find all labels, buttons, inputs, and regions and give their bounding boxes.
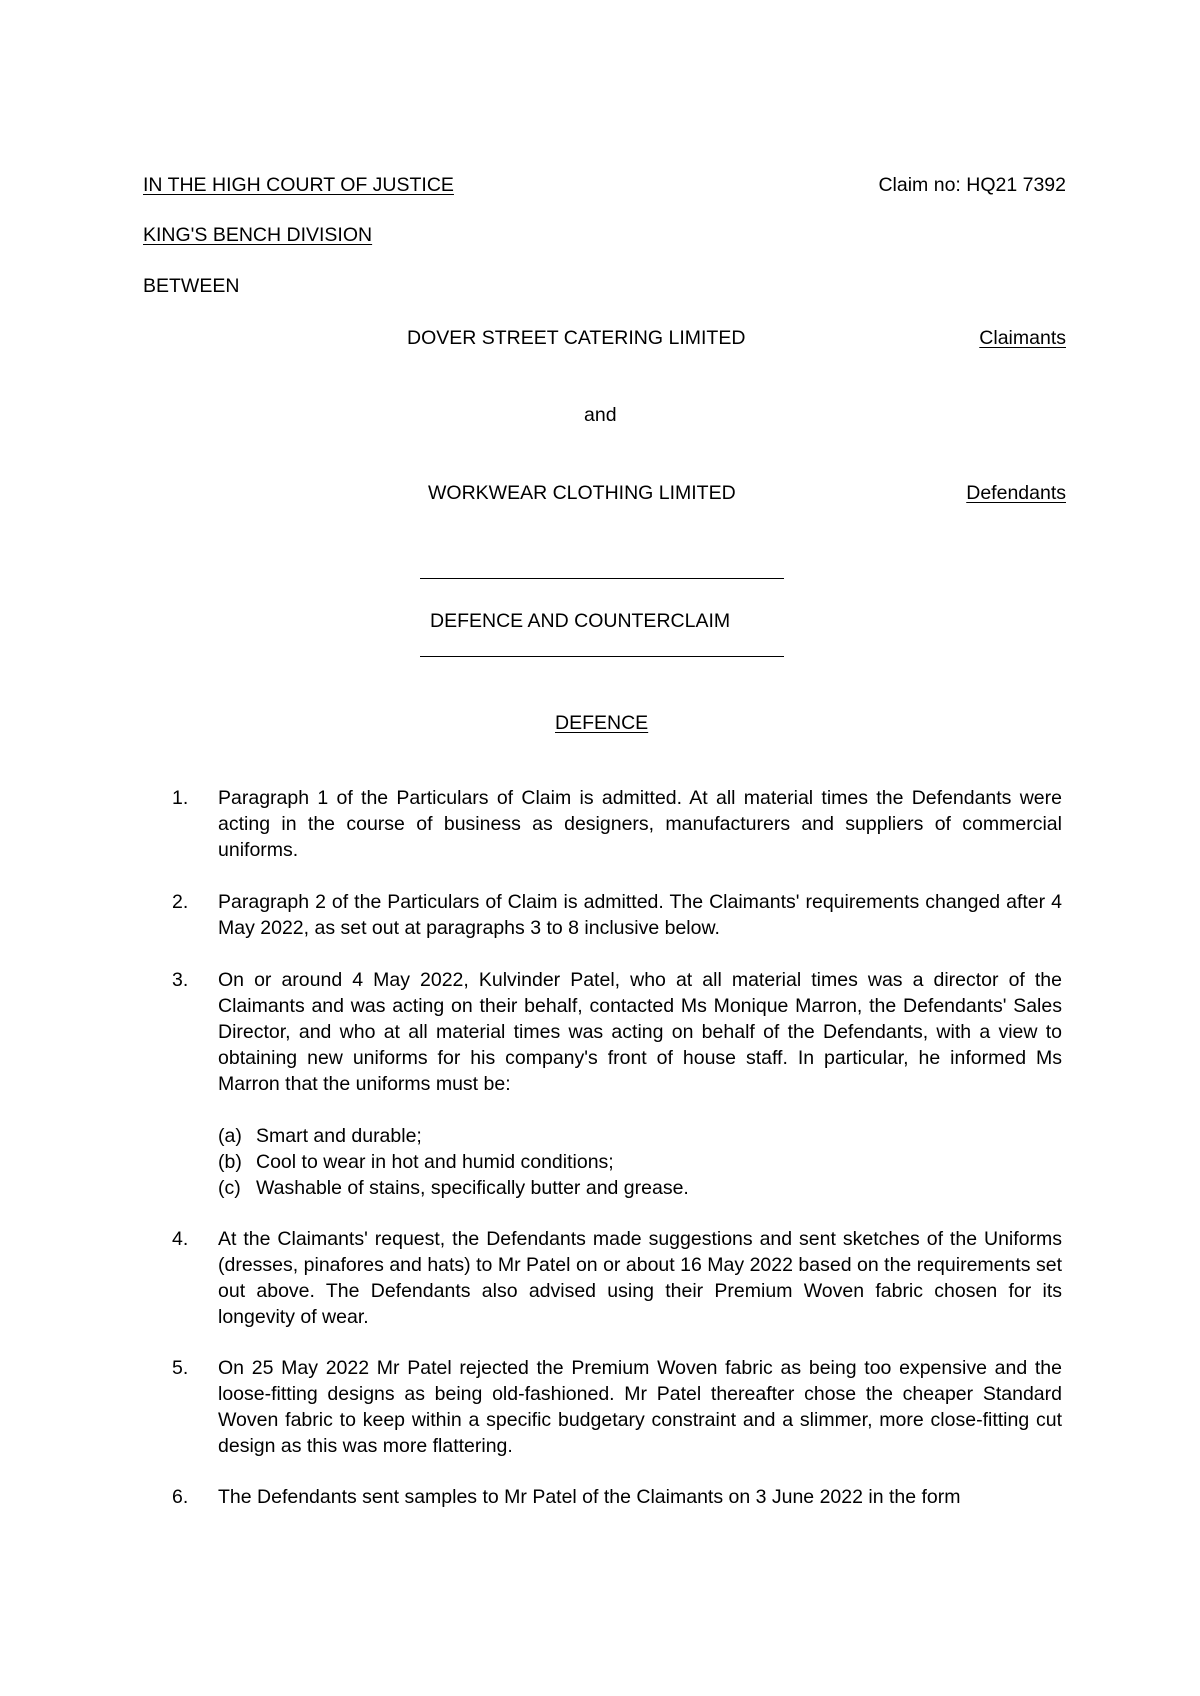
- requirement-label: (c): [218, 1177, 241, 1199]
- requirement-item: [218, 1149, 614, 1175]
- paragraph-text: On 25 May 2022 Mr Patel rejected the Premium Woven fabric as being too expensive and the loose-fitting designs as being old-fashioned. Mr Patel thereafter chose the cheaper Standard Woven fabric to keep within a specific budgetary constraint and a slimmer, more close-fitting cut design as this was more flattering.: [218, 1357, 1062, 1457]
- paragraph-number: 1.: [172, 787, 189, 809]
- paragraph-text: Paragraph 2 of the Particulars of Claim is admitted. The Claimants' requirements changed after 4 May 2022, as set out at paragraphs 3 to 8 inclusive below.: [218, 891, 1062, 939]
- requirement-label: (b): [218, 1151, 242, 1173]
- section-heading: DEFENCE: [555, 712, 649, 734]
- paragraph-number: 4.: [172, 1228, 189, 1250]
- claimant-name: DOVER STREET CATERING LIMITED: [407, 327, 746, 349]
- court-name: IN THE HIGH COURT OF JUSTICE: [143, 174, 454, 196]
- defendant-name: WORKWEAR CLOTHING LIMITED: [428, 482, 736, 504]
- claim-number: Claim no: HQ21 7392: [878, 174, 1066, 196]
- paragraph-text: On or around 4 May 2022, Kulvinder Patel, who at all material times was a director of the Claimants and was acting on their behalf, contacted Ms Monique Marron, the Defendants' Sales Director, and who at all material times was acting on behalf of the Defendants, with a view to obtaining new uniforms for his company's front of house staff. In particular, he informed Ms Marron that the uniforms must be:: [218, 969, 1062, 1095]
- claimant-role: Claimants: [979, 327, 1066, 349]
- and-label: and: [584, 404, 617, 426]
- paragraph-number: 3.: [172, 969, 189, 991]
- paragraph-number: 2.: [172, 891, 189, 913]
- paragraph-number: 5.: [172, 1357, 189, 1379]
- between-label: BETWEEN: [143, 275, 240, 297]
- requirement-label: (a): [218, 1125, 242, 1147]
- document-title: DEFENCE AND COUNTERCLAIM: [430, 610, 731, 632]
- requirement-item: [218, 1123, 422, 1149]
- paragraph-text: The Defendants sent samples to Mr Patel of the Claimants on 3 June 2022 in the form: [218, 1486, 961, 1508]
- division-name: KING'S BENCH DIVISION: [143, 224, 373, 246]
- title-rule-bottom: [420, 656, 784, 657]
- defendant-role: Defendants: [966, 482, 1066, 504]
- requirement-text: Smart and durable;: [256, 1125, 422, 1147]
- title-rule-top: [420, 578, 784, 579]
- paragraph-text: At the Claimants' request, the Defendants made suggestions and sent sketches of the Uniforms (dresses, pinafores and hats) to Mr Patel on or about 16 May 2022 based on the requirements set out above. The Defendants also advised using their Premium Woven fabric chosen for its longevity of wear.: [218, 1228, 1062, 1328]
- requirement-text: Washable of stains, specifically butter and grease.: [256, 1177, 689, 1199]
- paragraph-text: Paragraph 1 of the Particulars of Claim is admitted. At all material times the Defendants were acting in the course of business as designers, manufacturers and suppliers of commercial uniforms.: [218, 787, 1062, 861]
- requirement-item: [218, 1175, 689, 1201]
- requirement-text: Cool to wear in hot and humid conditions;: [256, 1151, 614, 1173]
- paragraph-number: 6.: [172, 1486, 189, 1508]
